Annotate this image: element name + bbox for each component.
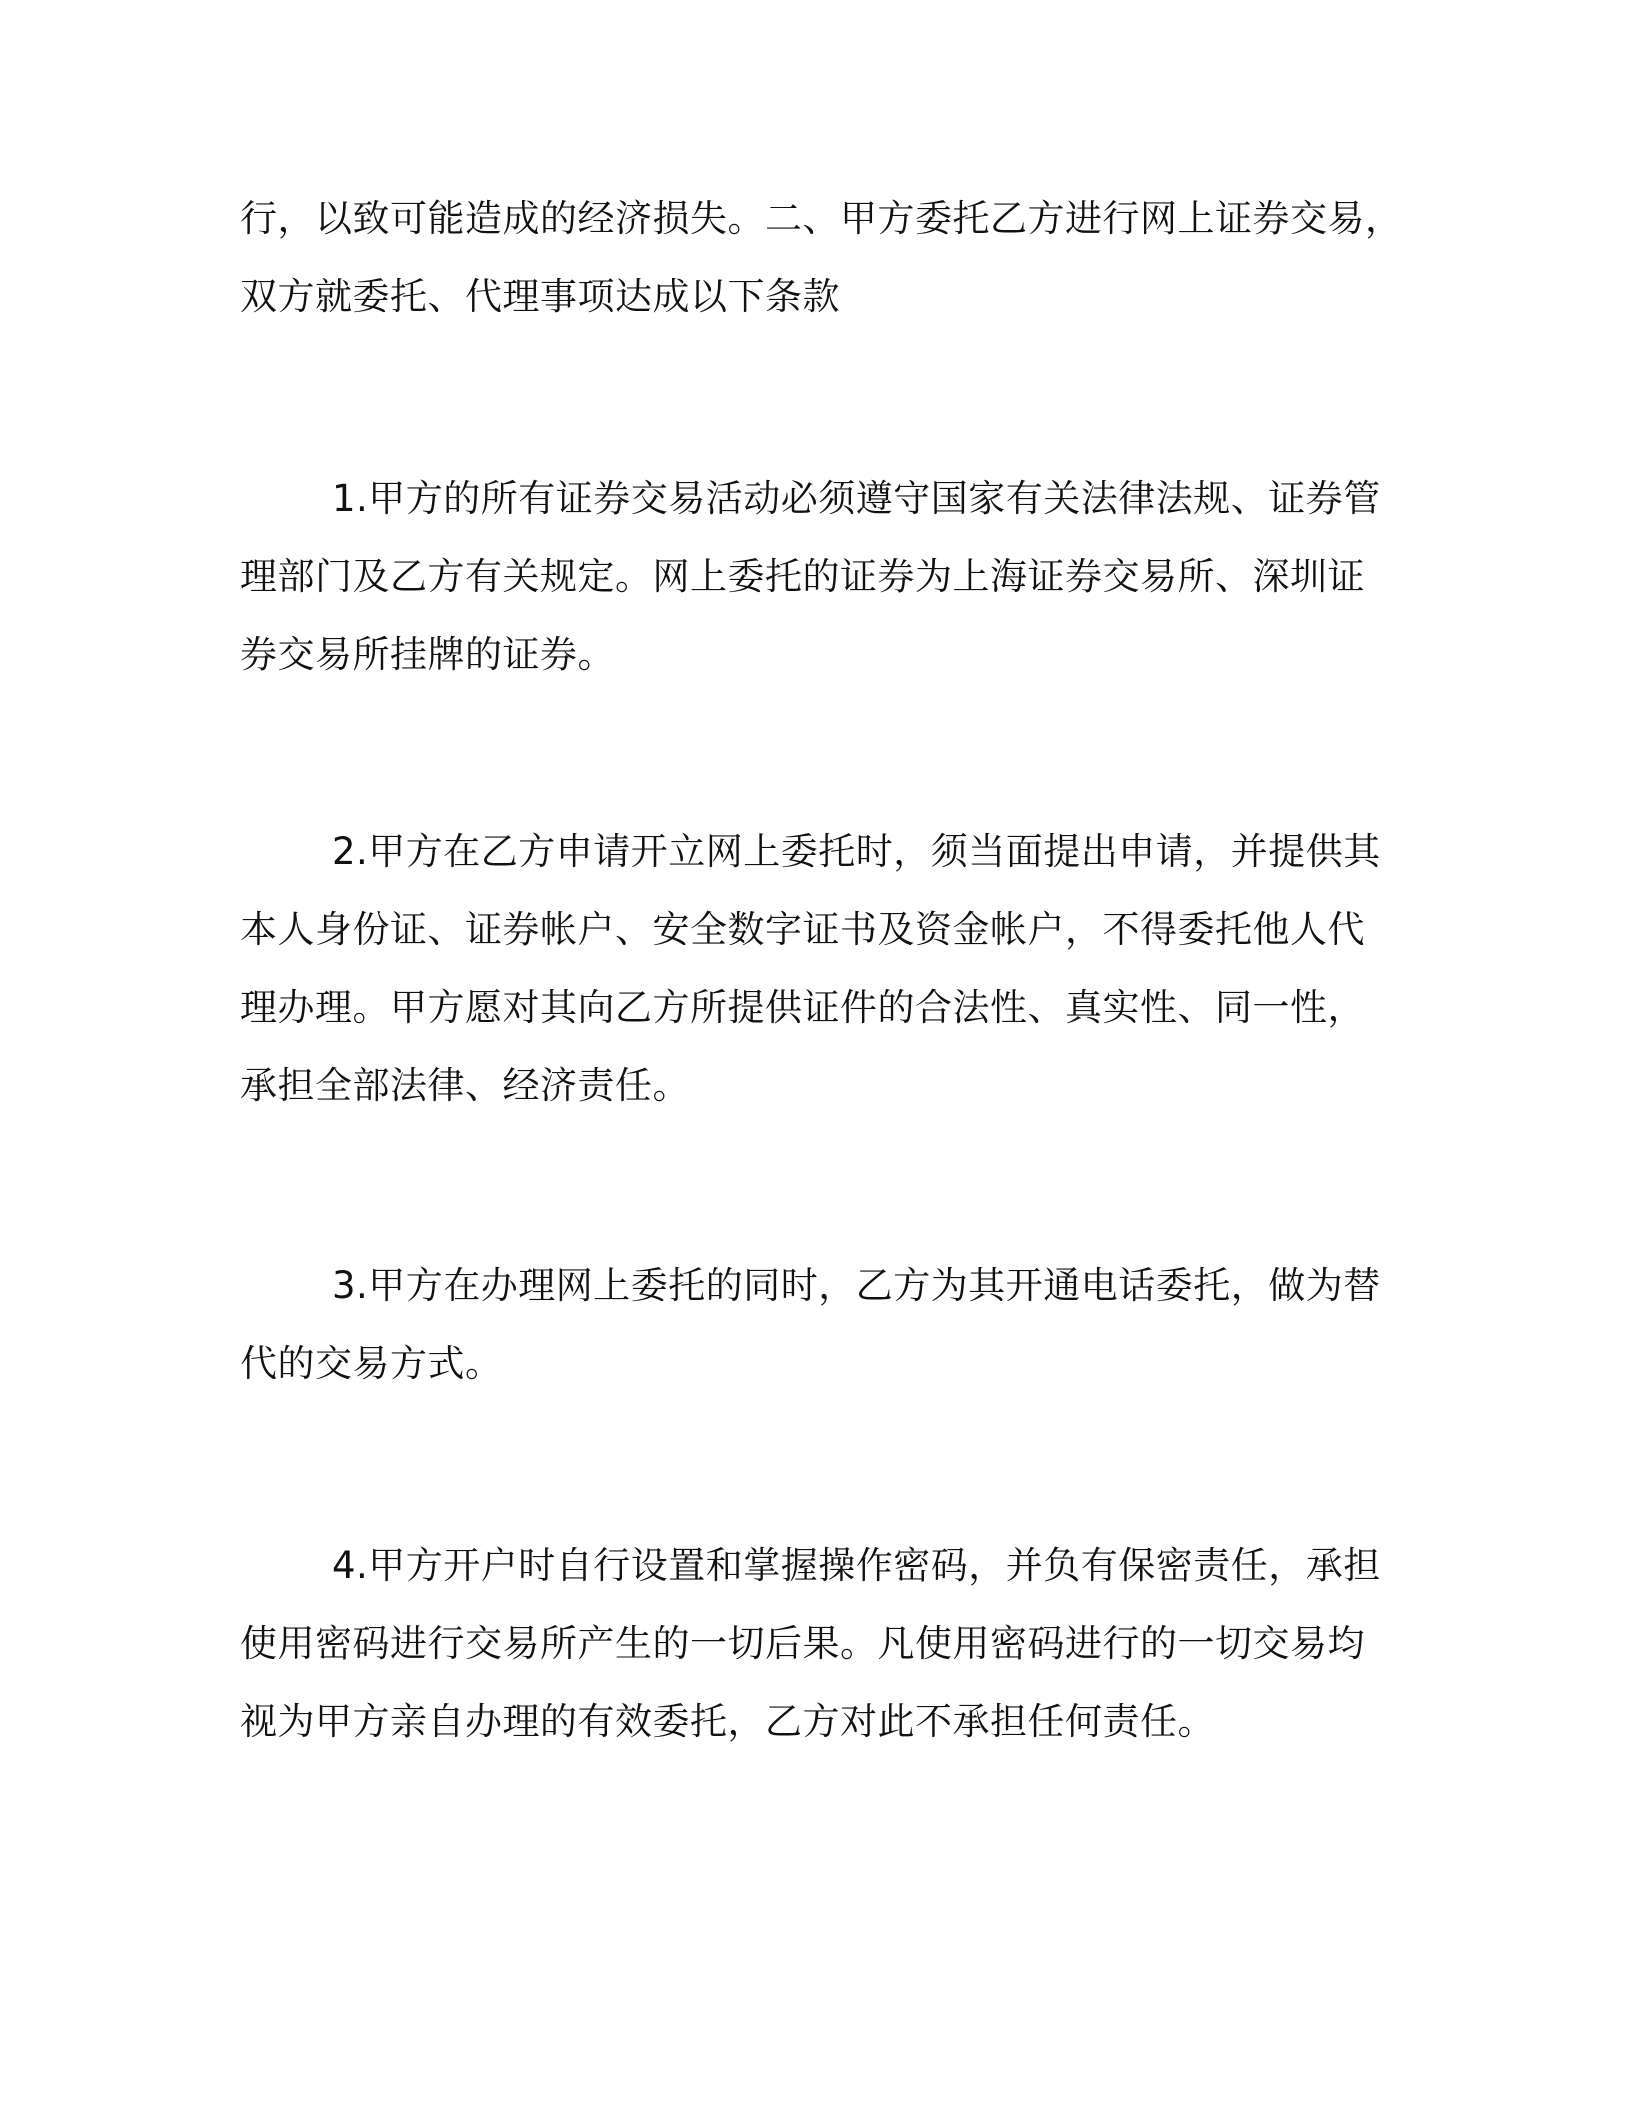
text-line: 理部门及乙方有关规定。网上委托的证券为上海证券交易所、深圳证 [240, 555, 1365, 598]
text-line: 2.甲方在乙方申请开立网上委托时，须当面提出申请，并提供其 [332, 830, 1381, 873]
text-line: 行，以致可能造成的经济损失。二、甲方委托乙方进行网上证券交易， [240, 197, 1403, 240]
text-line: 使用密码进行交易所产生的一切后果。凡使用密码进行的一切交易均 [240, 1622, 1365, 1665]
text-line: 承担全部法律、经济责任。 [240, 1064, 690, 1107]
paragraph-clause-4 [240, 1527, 1380, 1761]
text-line: 理办理。甲方愿对其向乙方所提供证件的合法性、真实性、同一性， [240, 986, 1365, 1029]
paragraph-clause-1 [240, 460, 1380, 694]
paragraph-intro [240, 180, 1403, 336]
text-line: 本人身份证、证券帐户、安全数字证书及资金帐户，不得委托他人代 [240, 908, 1365, 951]
text-line: 4.甲方开户时自行设置和掌握操作密码，并负有保密责任，承担 [332, 1544, 1381, 1587]
text-line: 代的交易方式。 [240, 1342, 503, 1385]
text-line: 视为甲方亲自办理的有效委托，乙方对此不承担任何责任。 [240, 1700, 1215, 1743]
text-line: 双方就委托、代理事项达成以下条款 [240, 275, 840, 318]
text-line: 3.甲方在办理网上委托的同时，乙方为其开通电话委托，做为替 [332, 1264, 1381, 1307]
paragraph-clause-2 [240, 813, 1380, 1125]
paragraph-clause-3 [240, 1247, 1380, 1403]
text-line: 券交易所挂牌的证券。 [240, 633, 615, 676]
text-line: 1.甲方的所有证券交易活动必须遵守国家有关法律法规、证券管 [332, 477, 1381, 520]
